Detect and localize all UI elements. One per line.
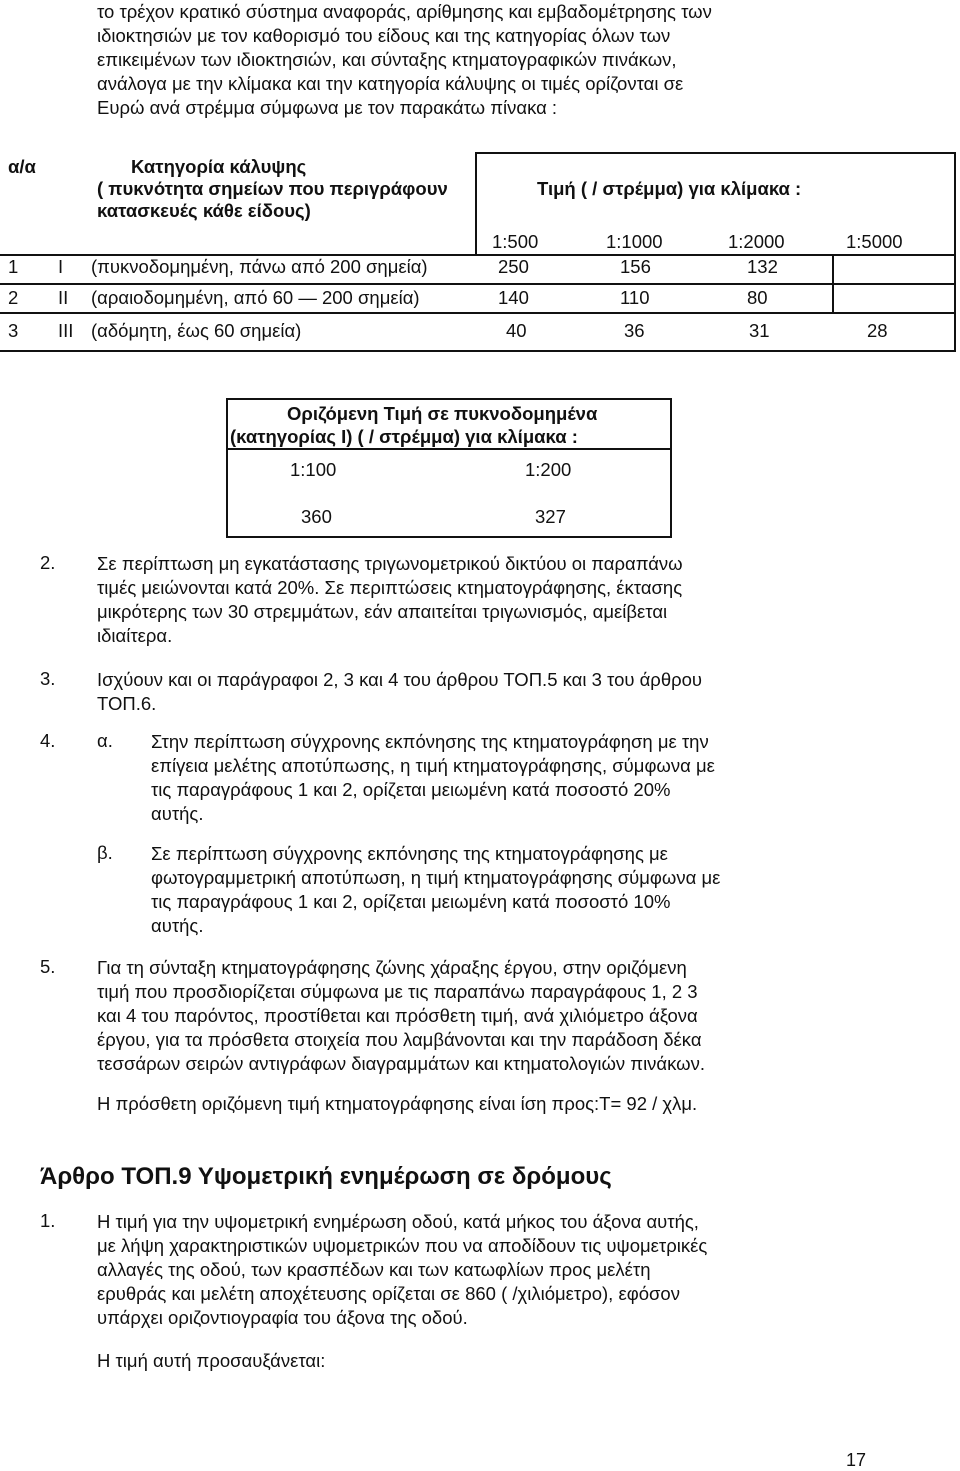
item-line: επίγεια μελέτης αποτύπωσης, η τιμή κτηματογράφησης, σύμφωνα με [151,755,715,776]
scale-header: 1:2000 [728,231,785,252]
row-number: 2 [8,287,19,308]
item-line: τιμές μειώνονται κατά 20%. Σε περιπτώσεις κτηματογράφησης, έκτασης [97,577,683,598]
row-value: 156 [620,256,651,277]
table-border [475,152,956,154]
scale-header: 1:1000 [606,231,663,252]
intro-line: το τρέχον κρατικό σύστημα αναφοράς, αρίθμησης και εμβαδομέτρησης των [97,1,712,22]
item-line: Σε περίπτωση σύγχρονης εκπόνησης της κτηματογράφησης με [151,843,668,864]
row-description: (αδόμητη, έως 60 σημεία) [91,320,302,341]
category-header-line: κατασκευές κάθε είδους) [97,200,311,221]
item-marker: 2. [40,552,56,573]
table-border [0,312,956,314]
row-category: ΙΙΙ [58,320,74,341]
item-line: αυτής. [151,915,204,936]
item-line: τεσσάρων σειρών αντιγράφων διαγραμμάτων και κτηματολογιών πινάκων. [97,1053,705,1074]
item-line: Στην περίπτωση σύγχρονης εκπόνησης της κτηματογράφηση με την [151,731,709,752]
row-value: 110 [620,287,650,308]
item-line: φωτογραμμετρική αποτύπωση, η τιμή κτηματογράφησης σύμφωνα με [151,867,721,888]
row-value: 31 [749,320,770,341]
item-line: με λήψη χαρακτηριστικών υψομετρικών που να αποδίδουν τις υψομετρικές [97,1235,708,1256]
dense-table-header: Οριζόμενη Τιμή σε πυκνοδομημένα [287,403,598,424]
item-paragraph [97,668,702,716]
item-line: Ισχύουν και οι παράγραφοι 2, 3 και 4 του άρθρου ΤΟΠ.5 και 3 του άρθρου [97,669,703,690]
item-line: αυτής. [151,803,204,824]
table-border [226,536,672,538]
intro-line: ιδιοκτησιών με τον καθορισμό του είδους και της κατηγορίας όλων των [97,25,671,46]
row-number: 1 [8,256,19,277]
item-line: αλλαγές της οδού, των κρασπέδων και των κατωφλίων προς μελέτη [97,1259,651,1280]
row-value: 250 [498,256,529,277]
row-value: 132 [747,256,778,277]
item-line: τις παραγράφους 1 και 2, ορίζεται μειωμένη κατά ποσοστό 20% [151,779,671,800]
item-line: ΤΟΠ.6. [97,693,157,714]
row-value: 40 [506,320,527,341]
intro-paragraph [97,0,867,120]
table-border [0,283,956,285]
table-border [832,254,834,314]
item-paragraph [97,1210,707,1330]
category-header-line: ( πυκνότητα σημείων που περιγράφουν [97,178,448,199]
item-marker: 3. [40,668,56,689]
item-line: τις παραγράφους 1 και 2, ορίζεται μειωμένη κατά ποσοστό 10% [151,891,671,912]
table-border [226,448,672,450]
item-line: μικρότερης των 30 στρεμμάτων, εάν απαιτείται τριγωνισμός, αμείβεται [97,601,668,622]
scale-header: 1:500 [492,231,539,252]
additional-price-line: Η πρόσθετη οριζόμενη τιμή κτηματογράφησης είναι ίση προς:Τ= 92 / χλμ. [97,1093,698,1114]
scale-header: 1:200 [525,459,572,480]
article-heading: Άρθρο ΤΟΠ.9 Υψομετρική ενημέρωση σε δρόμους [40,1163,612,1190]
item-marker: 1. [40,1210,56,1231]
row-description: (αραιοδομημένη, από 60 — 200 σημεία) [91,287,420,308]
item-paragraph [97,956,705,1076]
item-paragraph [97,552,683,648]
row-value: 80 [747,287,768,308]
row-value: 36 [624,320,645,341]
intro-line: Ευρώ ανά στρέμμα σύμφωνα με τον παρακάτω πίνακα : [97,97,558,118]
row-value: 140 [498,287,529,308]
item-line: ερυθράς και μελέτη αποχέτευσης ορίζεται σε 860 ( /χιλιόμετρο), εφόσον [97,1283,680,1304]
table-border [475,152,477,256]
surcharge-line: Η τιμή αυτή προσαυξάνεται: [97,1350,326,1371]
item-marker: 4. [40,730,56,751]
scale-header: 1:5000 [846,231,903,252]
table-border [670,398,672,538]
item-line: υπάρχει οριζοντιογραφία του άξονα της οδού. [97,1307,468,1328]
item-paragraph [151,730,715,826]
item-line: και 4 του παρόντος, προστίθεται και πρόσθετη τιμή, ανά χιλιόμετρο άξονα [97,1005,698,1026]
item-line: Η τιμή για την υψομετρική ενημέρωση οδού, κατά μήκος του άξονα αυτής, [97,1211,699,1232]
row-category: ΙΙ [58,287,69,308]
item-line: ιδιαίτερα. [97,625,173,646]
table-border [226,398,228,538]
row-value: 28 [867,320,888,341]
price-header: Τιμή ( / στρέμμα) για κλίμακα : [537,178,802,199]
item-line: τιμή που προσδιορίζεται σύμφωνα με τις παραπάνω παραγράφους 1, 2 3 [97,981,698,1002]
item-line: έργου, για τα πρόσθετα στοιχεία που λαμβάνονται και την παράδοση δέκα [97,1029,702,1050]
intro-line: επικειμένων των ιδιοκτησιών, και σύνταξης κτηματογραφικών πινάκων, [97,49,677,70]
row-category: Ι [58,256,64,277]
table-border [0,350,956,352]
scale-header: 1:100 [290,459,337,480]
item-line: Για τη σύνταξη κτηματογράφησης ζώνης χάραξης έργου, στην οριζόμενη [97,957,687,978]
sub-item-marker: β. [97,842,113,863]
category-header-line: Κατηγορία κάλυψης [131,156,307,177]
table-border [954,152,956,352]
intro-line: ανάλογα με την κλίμακα και την κατηγορία κάλυψης οι τιμές ορίζονται σε [97,73,684,94]
dense-value: 327 [535,506,566,527]
row-number: 3 [8,320,19,341]
sub-item-marker: α. [97,730,113,751]
item-marker: 5. [40,956,56,977]
dense-value: 360 [301,506,332,527]
item-line: Σε περίπτωση μη εγκατάστασης τριγωνομετρικού δικτύου οι παραπάνω [97,553,683,574]
col-aa-header: α/α [8,156,36,177]
table-border [226,398,672,400]
dense-table-header: (κατηγορίας Ι) ( / στρέμμα) για κλίμακα : [230,426,578,447]
page-number: 17 [846,1450,867,1470]
row-description: (πυκνοδομημένη, πάνω από 200 σημεία) [91,256,428,277]
item-paragraph [151,842,720,938]
